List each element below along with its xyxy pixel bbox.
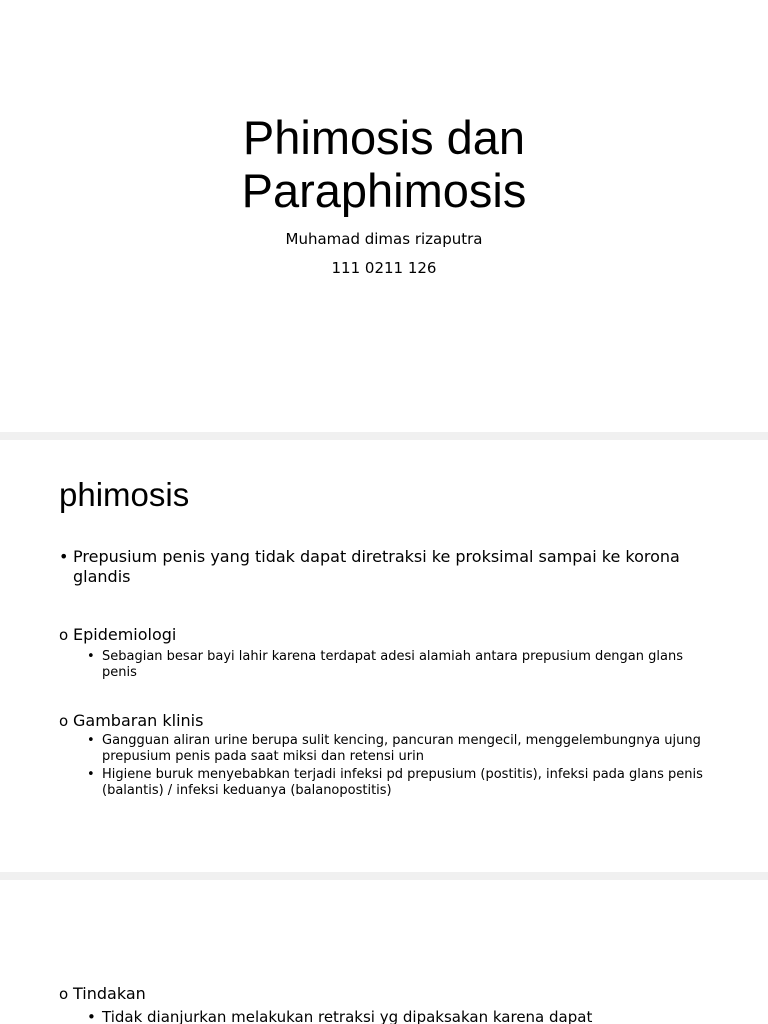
section-title (59, 625, 718, 645)
bullet-icon: • (87, 649, 95, 664)
list-item (87, 649, 718, 681)
section-epidemiologi (59, 625, 718, 683)
circle-bullet-icon: o (59, 712, 69, 730)
student-id: 111 0211 126 (331, 259, 437, 277)
list-item-text: Tidak dianjurkan melakukan retraksi yg dipaksakan karena dapat (102, 1008, 593, 1024)
definition-bullet (59, 547, 718, 587)
list-item (87, 1008, 718, 1024)
section-title-text: Epidemiologi (73, 625, 177, 644)
bullet-icon: • (59, 547, 69, 566)
section-title-text: Gambaran klinis (73, 711, 204, 730)
bullet-icon: • (87, 767, 95, 782)
author-name: Muhamad dimas rizaputra (285, 230, 483, 248)
list-item-text: Gangguan aliran urine berupa sulit kencing, pancuran mengecil, menggelembungnya ujung prepusium penis pada saat miksi dan retensi urin (102, 733, 701, 764)
title-slide (0, 0, 768, 432)
section-title (59, 984, 718, 1004)
circle-bullet-icon: o (59, 626, 69, 644)
list-item (87, 733, 718, 765)
section-tindakan (59, 984, 718, 1024)
list-item-text: Sebagian besar bayi lahir karena terdapat adesi alamiah antara prepusium dengan glans penis (102, 649, 683, 680)
section-gambaran-klinis (59, 711, 718, 801)
circle-bullet-icon: o (59, 985, 69, 1003)
slide-title-line-2: Paraphimosis (241, 164, 527, 217)
slide-heading: phimosis (59, 476, 190, 513)
section-title (59, 711, 718, 731)
definition-text: Prepusium penis yang tidak dapat diretraksi ke proksimal sampai ke korona glandis (73, 547, 680, 586)
phimosis-slide (0, 440, 768, 872)
slide-title-line-1: Phimosis dan (242, 111, 526, 164)
section-title-text: Tindakan (73, 984, 146, 1003)
bullet-icon: • (87, 1008, 96, 1024)
slide-content (59, 547, 718, 587)
tindakan-slide (0, 880, 768, 1024)
slide-title (0, 111, 768, 217)
bullet-icon: • (87, 733, 95, 748)
list-item-text: Higiene buruk menyebabkan terjadi infeksi pd prepusium (postitis), infeksi pada glans penis (balantis) / infeksi keduanya (balanopostitis) (102, 767, 703, 798)
list-item (87, 767, 718, 799)
